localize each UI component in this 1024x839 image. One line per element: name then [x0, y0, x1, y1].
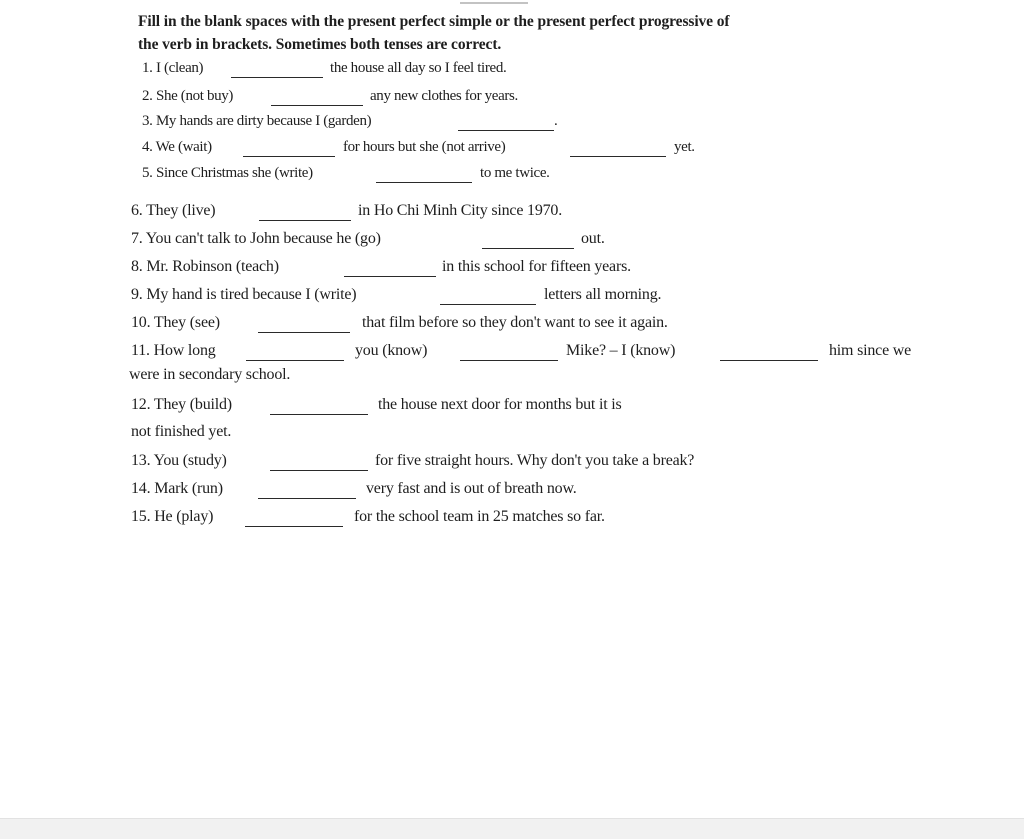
item-6-prompt: 6. They (live) — [131, 202, 216, 219]
item-1-prompt: 1. I (clean) — [142, 60, 204, 76]
item-12-blank — [270, 414, 368, 415]
instructions-line-2: the verb in brackets. Sometimes both tenses are correct. — [138, 36, 502, 53]
item-1-blank — [231, 77, 323, 78]
viewer-bottom-strip — [0, 818, 1024, 839]
item-2-text: any new clothes for years. — [370, 88, 518, 104]
item-11-blank-1 — [246, 360, 344, 361]
item-10-blank — [258, 332, 350, 333]
item-13-blank — [270, 470, 368, 471]
item-9-text: letters all morning. — [544, 286, 662, 303]
item-10-prompt: 10. They (see) — [131, 314, 220, 331]
item-11-blank-2 — [460, 360, 558, 361]
item-3-text: . — [554, 113, 558, 129]
item-6-text: in Ho Chi Minh City since 1970. — [358, 202, 563, 219]
item-13-text: for five straight hours. Why don't you take a break? — [375, 452, 695, 469]
item-12-text-2: not finished yet. — [131, 423, 232, 440]
item-2-prompt: 2. She (not buy) — [142, 88, 234, 104]
item-8-text: in this school for fifteen years. — [442, 258, 631, 275]
item-3-blank — [458, 130, 554, 131]
item-11-text-1: you (know) — [355, 342, 428, 359]
item-1-text: the house all day so I feel tired. — [330, 60, 507, 76]
item-6-blank — [259, 220, 351, 221]
item-9-blank — [440, 304, 536, 305]
item-7-text: out. — [581, 230, 605, 247]
item-5-blank — [376, 182, 472, 183]
item-11-blank-3 — [720, 360, 818, 361]
item-2-blank — [271, 105, 363, 106]
item-5-text: to me twice. — [480, 165, 550, 181]
item-14-text: very fast and is out of breath now. — [366, 480, 577, 497]
item-15-prompt: 15. He (play) — [131, 508, 214, 525]
item-11-prompt: 11. How long — [131, 342, 216, 359]
item-4-end: yet. — [674, 139, 695, 155]
item-4-prompt: 4. We (wait) — [142, 139, 212, 155]
item-11-text-4: were in secondary school. — [129, 366, 291, 383]
item-15-text: for the school team in 25 matches so far. — [354, 508, 605, 525]
item-12-prompt: 12. They (build) — [131, 396, 232, 413]
instructions-line-1: Fill in the blank spaces with the present perfect simple or the present perfect progressive of — [138, 13, 730, 30]
item-7-prompt: 7. You can't talk to John because he (go) — [131, 230, 381, 247]
item-11-text-2: Mike? – I (know) — [566, 342, 676, 359]
item-4-text: for hours but she (not arrive) — [343, 139, 506, 155]
item-8-prompt: 8. Mr. Robinson (teach) — [131, 258, 279, 275]
item-4-blank-2 — [570, 156, 666, 157]
item-11-text-3: him since we — [829, 342, 912, 359]
item-14-blank — [258, 498, 356, 499]
item-4-blank-1 — [243, 156, 335, 157]
item-13-prompt: 13. You (study) — [131, 452, 227, 469]
item-12-text: the house next door for months but it is — [378, 396, 622, 413]
cropped-text-fragment — [460, 0, 528, 4]
item-14-prompt: 14. Mark (run) — [131, 480, 223, 497]
item-9-prompt: 9. My hand is tired because I (write) — [131, 286, 357, 303]
item-15-blank — [245, 526, 343, 527]
item-7-blank — [482, 248, 574, 249]
instructions — [138, 10, 928, 56]
item-8-blank — [344, 276, 436, 277]
item-3-prompt: 3. My hands are dirty because I (garden) — [142, 113, 372, 129]
item-5-prompt: 5. Since Christmas she (write) — [142, 165, 313, 181]
item-10-text: that film before so they don't want to see it again. — [362, 314, 668, 331]
